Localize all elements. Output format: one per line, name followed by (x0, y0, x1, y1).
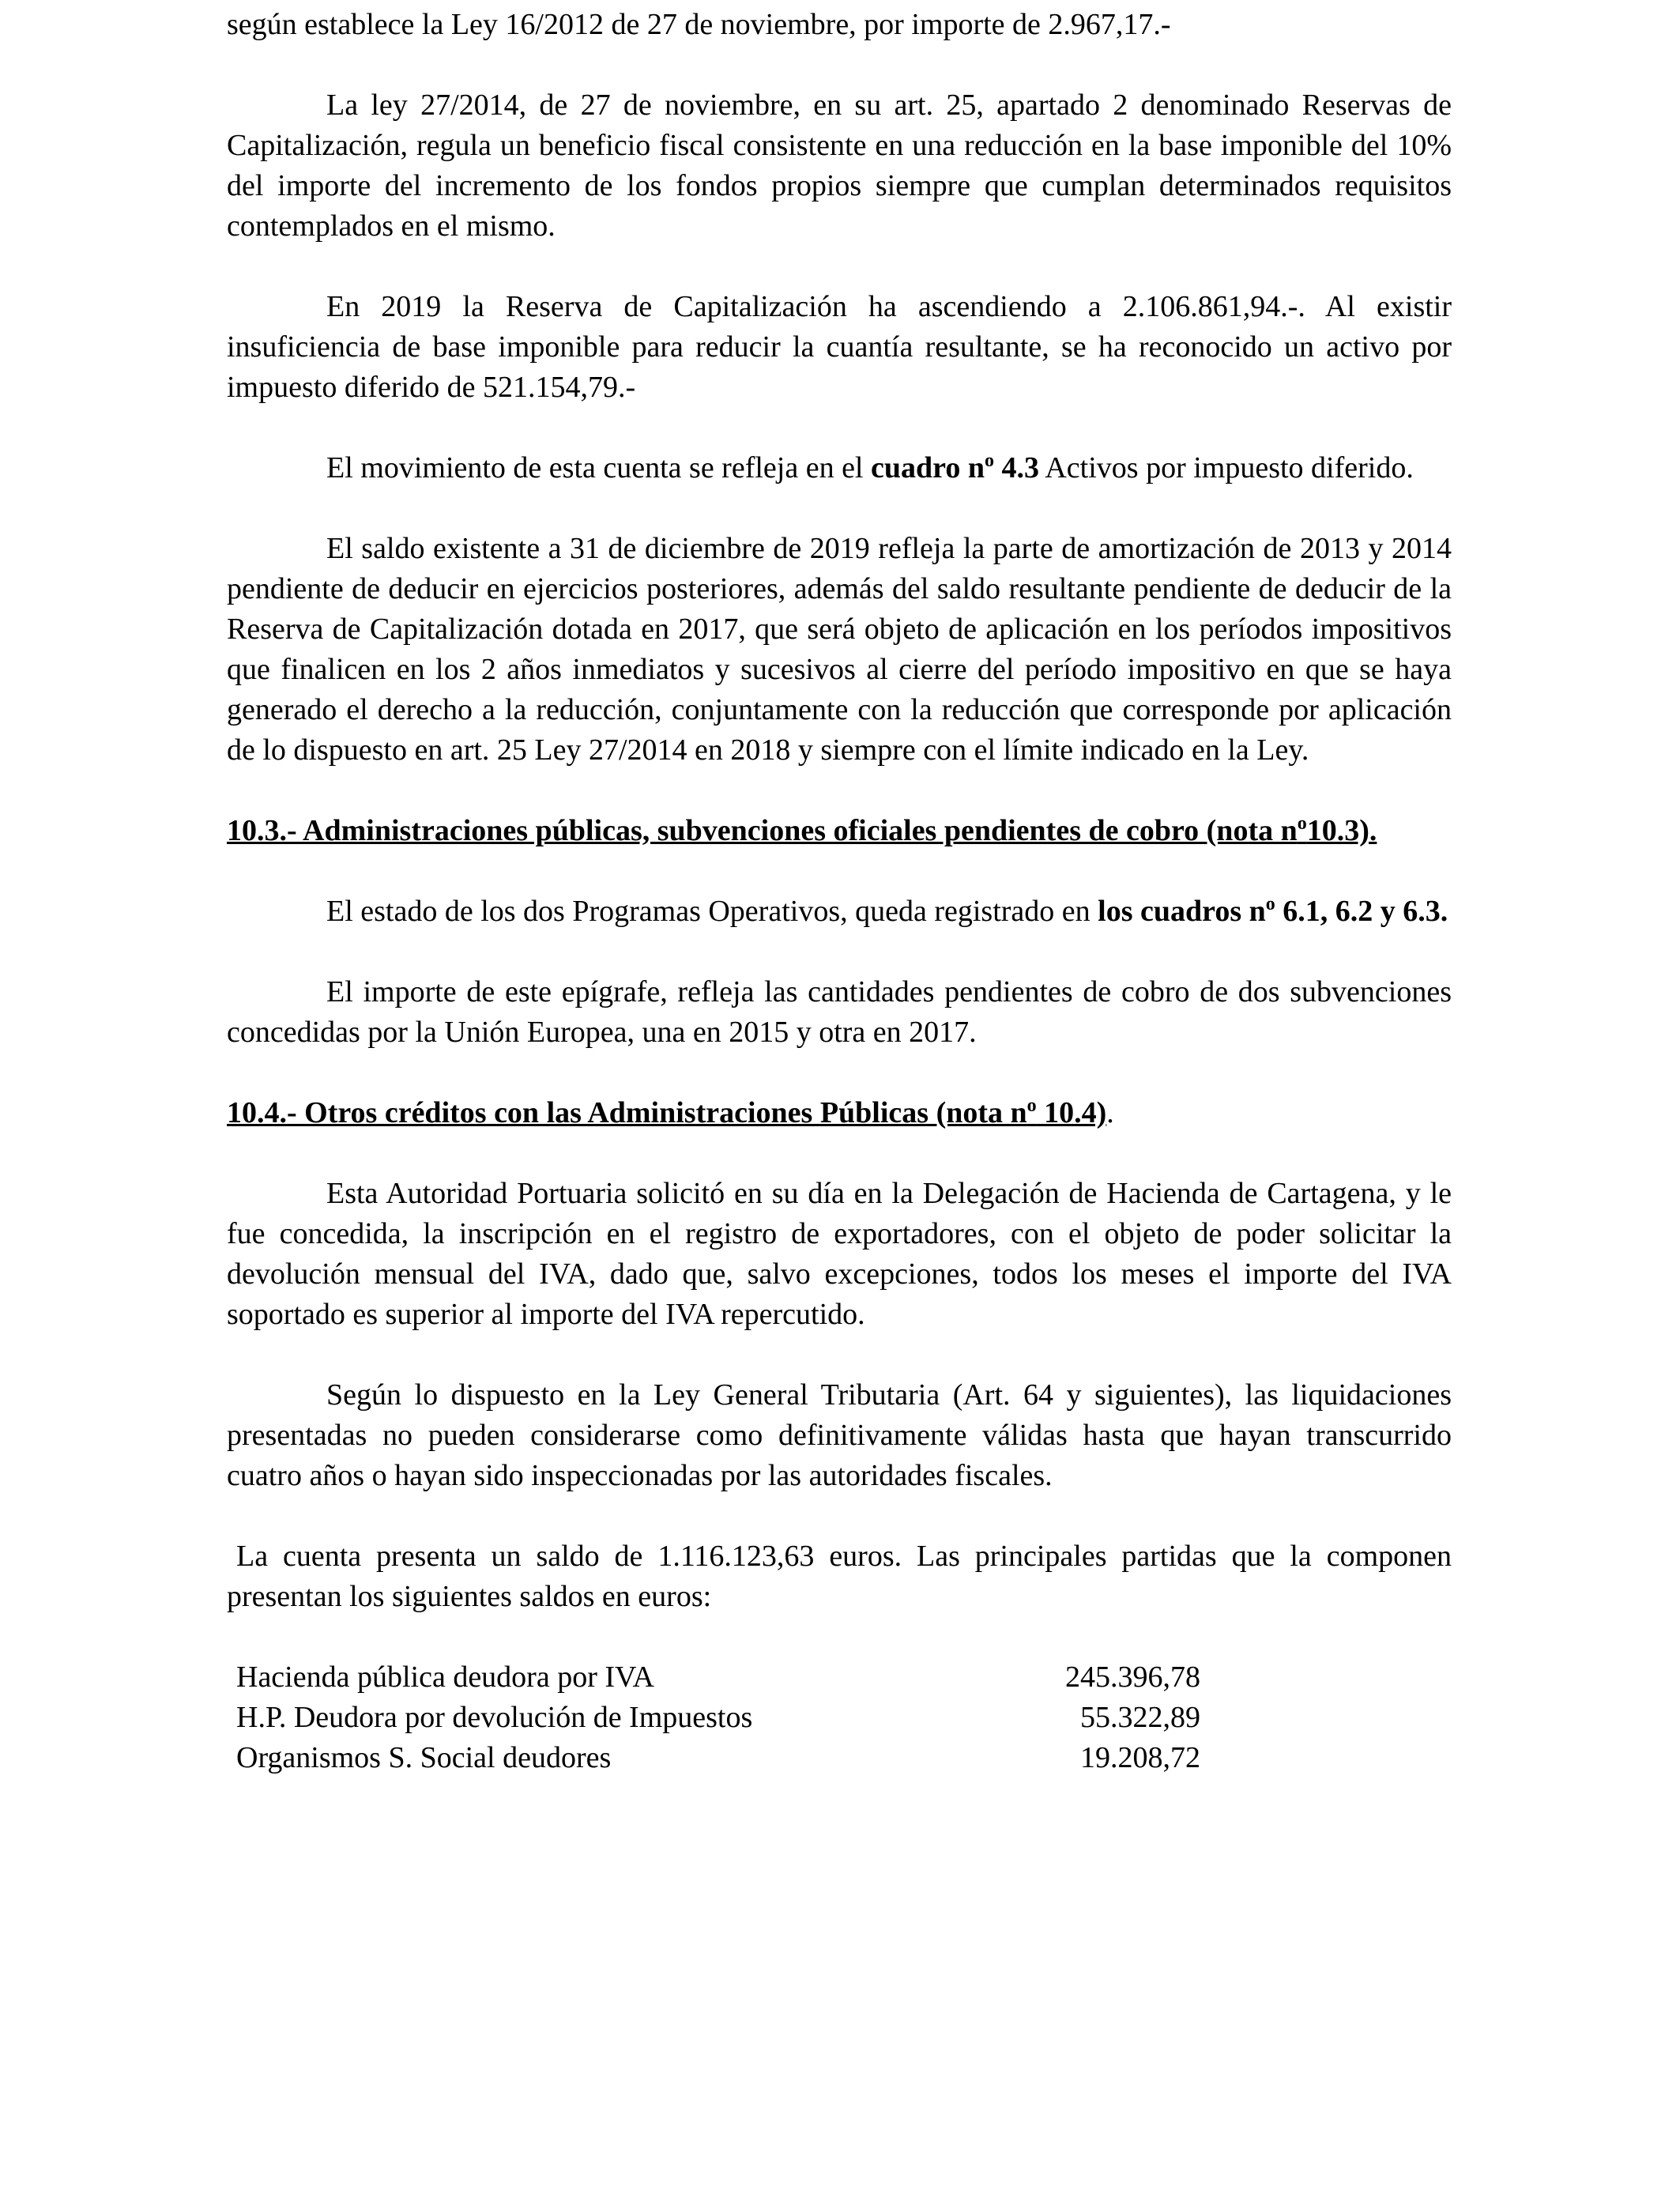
saldos-table (236, 1657, 1200, 1778)
document-page (227, 0, 1452, 1778)
text-segment: El estado de los dos Programas Operativos, queda registrado en (326, 895, 1098, 928)
row-value: 19.208,72 (1080, 1741, 1200, 1774)
row-label: Hacienda pública deudora por IVA (236, 1661, 654, 1694)
paragraph-programas-operativos (227, 892, 1452, 932)
table-row (236, 1738, 1200, 1778)
table-row (236, 1657, 1200, 1698)
paragraph-reservas-capitalizacion: La ley 27/2014, de 27 de noviembre, en su art. 25, apartado 2 denominado Reservas de Capitalización, regula un beneficio fiscal consistente en una reducción en la base imponible del 10% del importe del incremento de los fondos propios siempre que cumplan determinados requisitos contemplados en el mismo. (227, 89, 1452, 243)
paragraph-autoridad-portuaria: Esta Autoridad Portuaria solicitó en su día en la Delegación de Hacienda de Cartagena, y le fue concedida, la inscripción en el registro de exportadores, con el objeto de poder solicitar la devolución mensual del IVA, dado que, salvo excepciones, todos los meses el importe del IVA soportado es superior al importe del IVA repercutido. (227, 1177, 1452, 1331)
paragraph-reserva-2019: En 2019 la Reserva de Capitalización ha ascendiendo a 2.106.861,94.-. Al existir insuficiencia de base imponible para reducir la cuantía resultante, se ha reconocido un activo por impuesto diferido de 521.154,79.- (227, 290, 1452, 404)
section-heading-10-3: 10.3.- Administraciones públicas, subvenciones oficiales pendientes de cobro (nota $n^o10.3$). (227, 813, 1377, 847)
bold-reference: cuadro $n^o$ 4.3 (871, 450, 1039, 484)
paragraph-ley-16-2012: según establece la Ley 16/2012 de 27 de noviembre, por importe de 2.967,17.- (227, 8, 1171, 41)
row-value: 245.396,78 (1065, 1661, 1200, 1694)
row-label: H.P. Deudora por devolución de Impuestos (236, 1701, 753, 1734)
text-segment: Activos por impuesto diferido. (1038, 451, 1414, 484)
paragraph-saldo-cuenta: La cuenta presenta un saldo de 1.116.123,63 euros. Las principales partidas que la componen presentan los siguientes saldos en euros: (227, 1540, 1452, 1613)
section-heading-10-4: 10.4.- Otros créditos con las Administraciones Públicas (nota $n^o$ 10.4). (227, 1095, 1114, 1129)
paragraph-saldo-existente: El saldo existente a 31 de diciembre de 2019 refleja la parte de amortización de 2013 y 2014 pendiente de deducir en ejercicios posteriores, además del saldo resultante pendiente de deducir de la Reserva de Capitalización dotada en 2017, que será objeto de aplicación en los períodos impositivos que finalicen en los 2 años inmediatos y sucesivos al cierre del período impositivo en que se haya generado el derecho a la reducción, conjuntamente con la reducción que corresponde por aplicación de lo dispuesto en art. 25 Ley 27/2014 en 2018 y siempre con el límite indicado en la Ley. (227, 532, 1452, 767)
bold-reference: los cuadros $n^o$ 6.1, 6.2 y 6.3. (1098, 894, 1448, 928)
paragraph-importe-epigrafe: El importe de este epígrafe, refleja las cantidades pendientes de cobro de dos subvenciones concedidas por la Unión Europea, una en 2015 y otra en 2017. (227, 975, 1452, 1049)
paragraph-movimiento-cuenta (227, 448, 1452, 488)
row-value: 55.322,89 (1080, 1701, 1200, 1734)
row-label: Organismos S. Social deudores (236, 1741, 612, 1774)
text-segment: El movimiento de esta cuenta se refleja en el (326, 451, 871, 484)
table-row (236, 1698, 1200, 1738)
paragraph-ley-general-tributaria: Según lo dispuesto en la Ley General Tributaria (Art. 64 y siguientes), las liquidaciones presentadas no pueden considerarse como definitivamente válidas hasta que hayan transcurrido cuatro años o hayan sido inspeccionadas por las autoridades fiscales. (227, 1378, 1452, 1492)
